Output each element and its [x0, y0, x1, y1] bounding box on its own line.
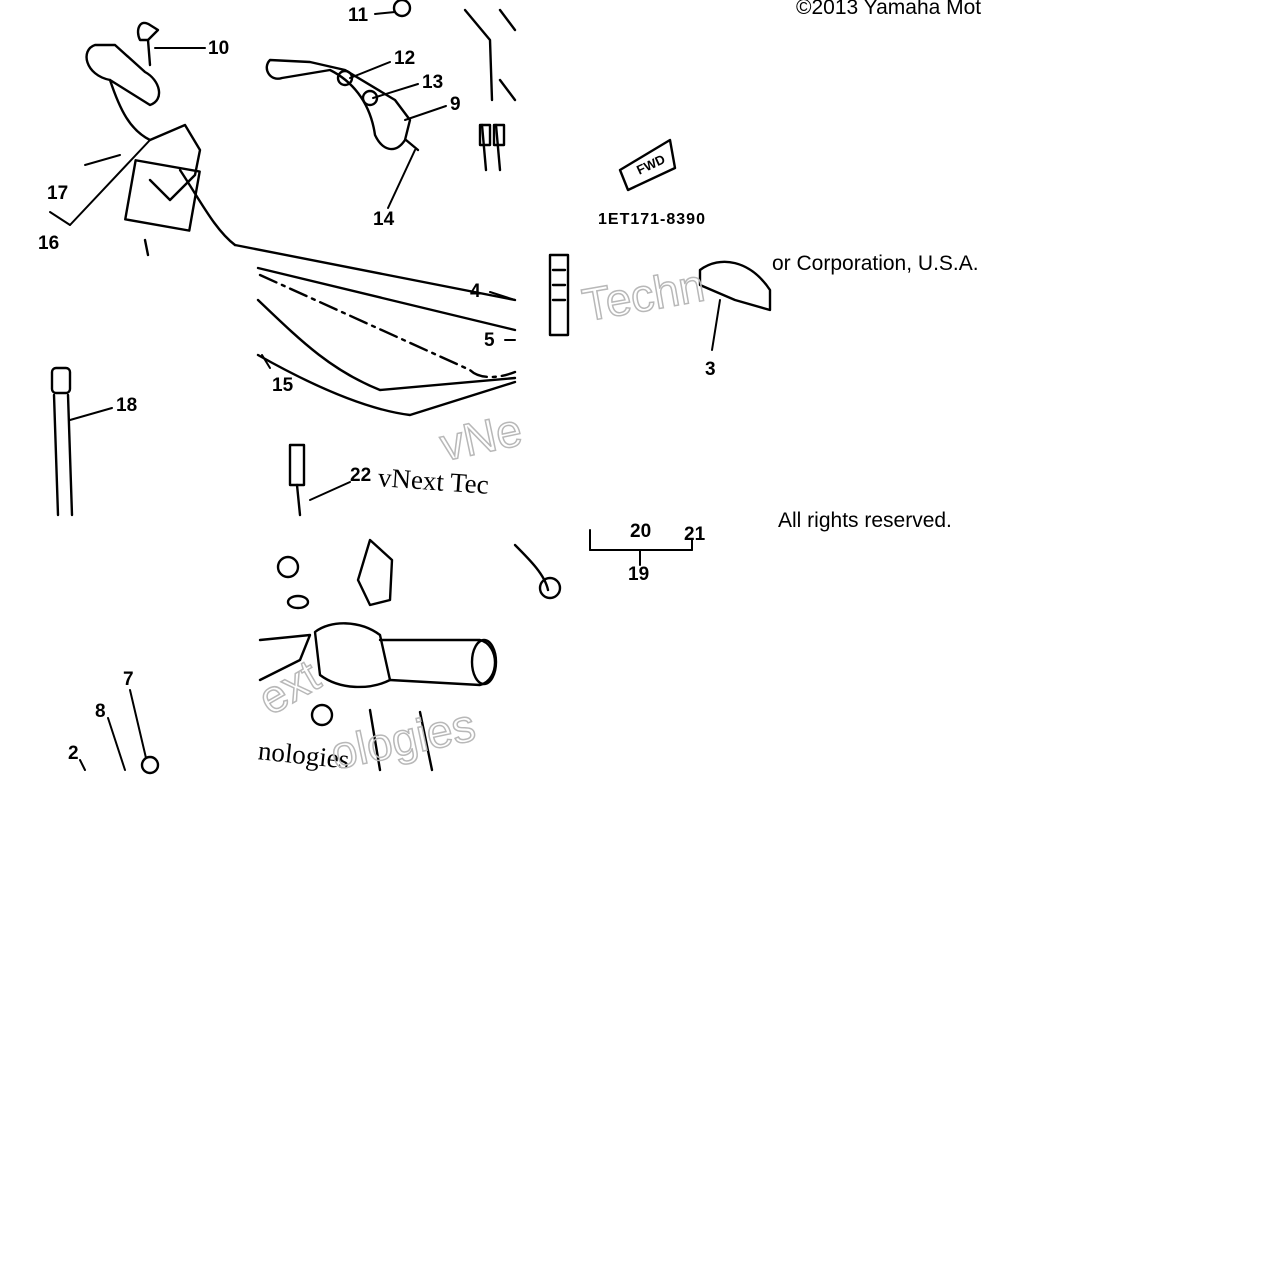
watermark-5: nologies: [256, 735, 351, 775]
callout-14: 14: [373, 209, 395, 230]
throttle-cable: [290, 445, 304, 515]
copyright-mid: or Corporation, U.S.A.: [772, 252, 979, 275]
watermark-2: vNe: [435, 403, 527, 471]
callout-19: 19: [628, 564, 650, 585]
fwd-label: FWD: [634, 151, 668, 178]
callout-10: 10: [208, 38, 230, 59]
callout-5: 5: [484, 330, 495, 351]
callout-9: 9: [450, 94, 461, 115]
callout-4: 4: [470, 281, 481, 302]
watermark-3: vNext Tec: [377, 462, 490, 500]
rights-notice: All rights reserved.: [778, 509, 952, 532]
callout-17: 17: [47, 183, 69, 204]
callout-21: 21: [684, 524, 706, 545]
callout-7: 7: [123, 669, 134, 690]
lever-assembly: [267, 0, 418, 150]
callout-18: 18: [116, 395, 138, 416]
cable-tie: [52, 368, 72, 515]
part-code: 1ET171-8390: [598, 211, 706, 228]
callout-20: 20: [630, 521, 652, 542]
watermark-4: ext: [249, 649, 329, 725]
switch-cable: [465, 10, 515, 170]
callout-22: 22: [350, 465, 372, 486]
watermark-1: Techn: [578, 258, 709, 332]
callout-8: 8: [95, 701, 106, 722]
callout-15: 15: [272, 375, 294, 396]
callout-2: 2: [68, 743, 79, 764]
callout-13: 13: [422, 72, 444, 93]
watermark-6: ologies: [326, 698, 480, 780]
callout-16: 16: [38, 233, 60, 254]
callout-12: 12: [394, 48, 416, 69]
callout-3: 3: [705, 359, 716, 380]
copyright-top: ©2013 Yamaha Mot: [796, 0, 982, 19]
callout-11: 11: [348, 5, 369, 26]
